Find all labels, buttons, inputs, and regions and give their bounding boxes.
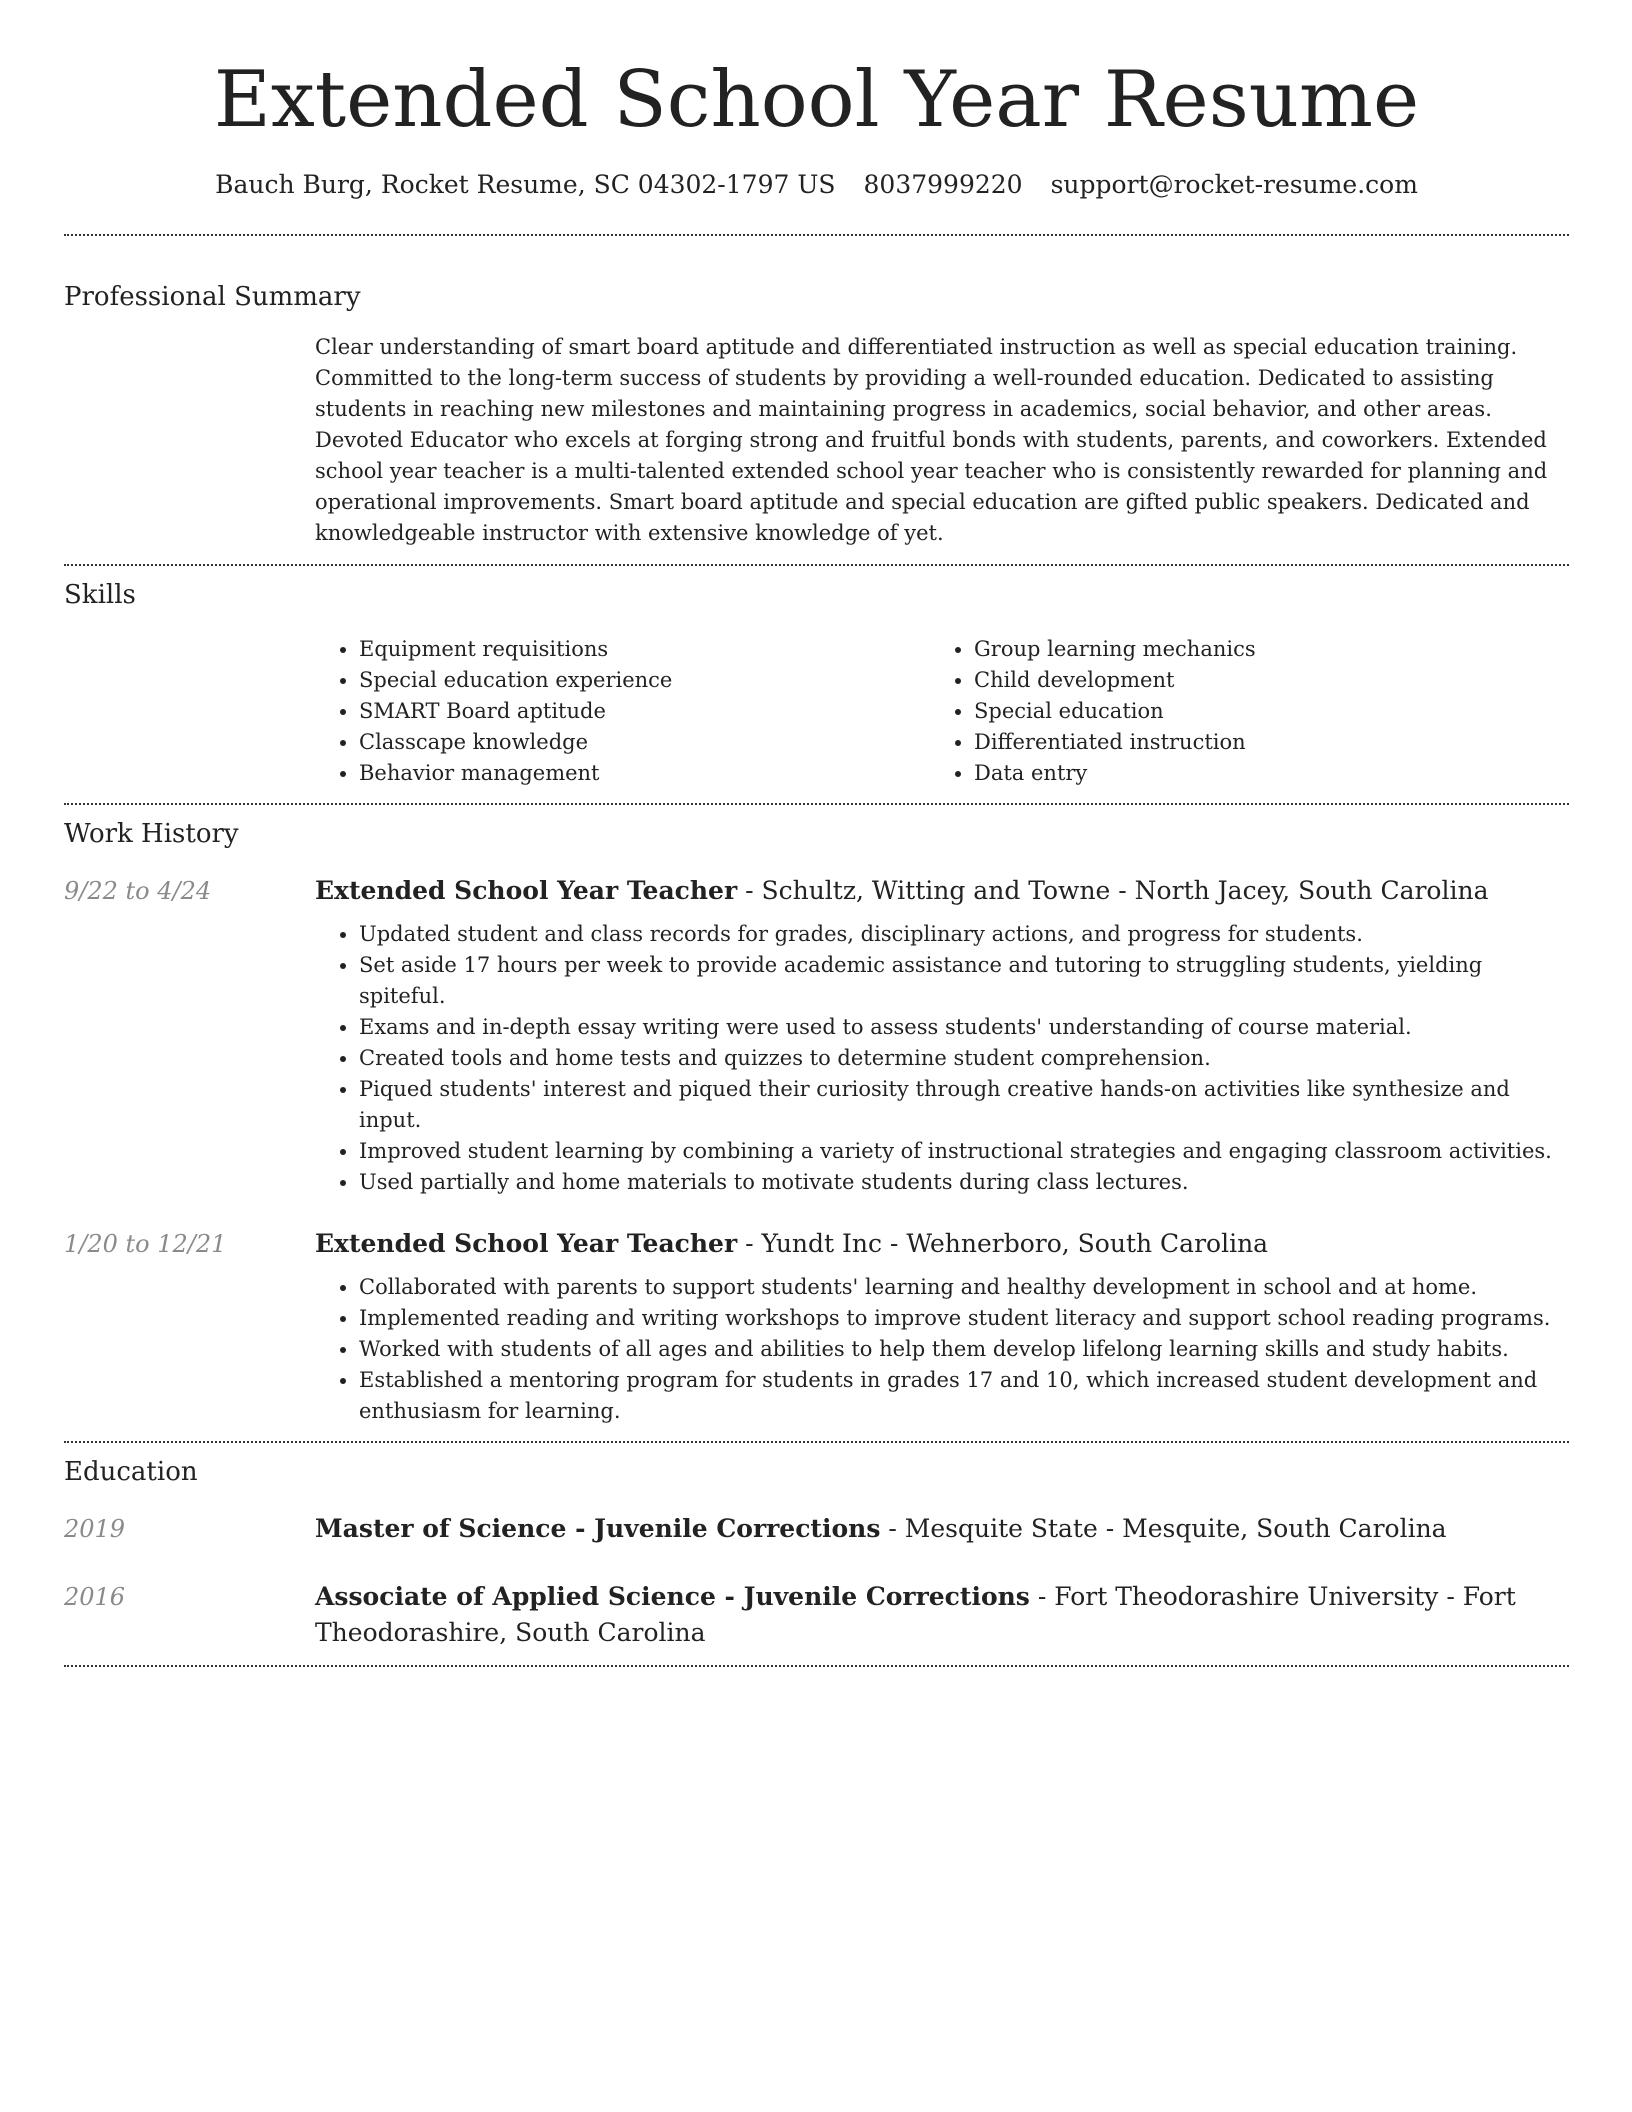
section-divider (64, 1665, 1569, 1667)
skill-item: • Behavior management (359, 758, 930, 789)
job-entry (64, 873, 1569, 1198)
skill-item: • SMART Board aptitude (359, 696, 930, 727)
job-bullets (315, 919, 1569, 1198)
education-content (315, 1579, 1569, 1651)
education-details: - Mesquite State - Mesquite, South Carolina (880, 1514, 1447, 1543)
skills-section (64, 566, 1569, 803)
summary-heading: Professional Summary (64, 282, 361, 312)
job-content (315, 1226, 1569, 1427)
education-date: 2019 (64, 1515, 126, 1543)
education-heading: Education (64, 1457, 198, 1487)
education-details: - Fort Theodorashire University - Fort Theodorashire, South Carolina (315, 1582, 1516, 1647)
resume-page (64, 0, 1569, 1667)
contact-line (64, 168, 1569, 202)
skill-item: • Classcape knowledge (359, 727, 930, 758)
job-bullet: • Set aside 17 hours per week to provide academic assistance and tutoring to struggling students, yielding spiteful. (359, 950, 1569, 1012)
job-bullet: • Piqued students' interest and piqued their curiosity through creative hands-on activities like synthesize and input. (359, 1074, 1569, 1136)
education-section (64, 1443, 1569, 1665)
work-history-section (64, 805, 1569, 1441)
job-bullets (315, 1272, 1569, 1427)
skills-grid (315, 634, 1569, 803)
skill-item: • Differentiated instruction (974, 727, 1545, 758)
skills-list-left (315, 634, 930, 789)
job-heading (315, 873, 1569, 909)
skill-item: • Equipment requisitions (359, 634, 930, 665)
job-title: Extended School Year Teacher (315, 1229, 738, 1258)
skill-item: • Special education experience (359, 665, 930, 696)
job-bullet: • Worked with students of all ages and abilities to help them develop lifelong learning skills and study habits. (359, 1334, 1569, 1365)
job-heading (315, 1226, 1569, 1262)
education-degree: Master of Science - Juvenile Corrections (315, 1514, 881, 1543)
job-details: - Schultz, Witting and Towne - North Jacey, South Carolina (737, 876, 1489, 905)
job-date: 9/22 to 4/24 (64, 877, 212, 905)
job-bullet: • Updated student and class records for grades, disciplinary actions, and progress for students. (359, 919, 1569, 950)
education-degree: Associate of Applied Science - Juvenile Corrections (315, 1582, 1030, 1611)
job-bullet: • Improved student learning by combining a variety of instructional strategies and engaging classroom activities. (359, 1136, 1569, 1167)
work-history-heading: Work History (64, 819, 239, 849)
contact-phone: 8037999220 (863, 170, 1023, 199)
job-title: Extended School Year Teacher (315, 876, 738, 905)
education-entry (64, 1511, 1569, 1547)
job-content (315, 873, 1569, 1198)
education-content (315, 1511, 1569, 1547)
job-entry (64, 1226, 1569, 1427)
job-bullet: • Used partially and home materials to motivate students during class lectures. (359, 1167, 1569, 1198)
skill-item: • Special education (974, 696, 1545, 727)
summary-section (64, 236, 1569, 564)
education-date: 2016 (64, 1583, 126, 1611)
contact-email: support@rocket-resume.com (1050, 170, 1418, 199)
education-entry (64, 1579, 1569, 1651)
skill-item: • Data entry (974, 758, 1545, 789)
job-bullet: • Implemented reading and writing workshops to improve student literacy and support school reading programs. (359, 1303, 1569, 1334)
job-date: 1/20 to 12/21 (64, 1230, 227, 1258)
summary-text: Clear understanding of smart board aptitude and differentiated instruction as well as special education training. Committed to the long-term success of students by providing a well-rounded education. Dedicated to assisting students in reaching new milestones and maintaining progress in academics, social behavior, and other areas. Devoted Educator who excels at forging strong and fruitful bonds with students, parents, and coworkers. Extended school year teacher is a multi-talented extended school year teacher who is consistently rewarded for planning and operational improvements. Smart board aptitude and special education are gifted public speakers. Dedicated and knowledgeable instructor with extensive knowledge of yet. (315, 335, 1548, 545)
job-bullet: • Collaborated with parents to support students' learning and healthy development in school and at home. (359, 1272, 1569, 1303)
job-details: - Yundt Inc - Wehnerboro, South Carolina (737, 1229, 1269, 1258)
resume-title: Extended School Year Resume (213, 55, 1420, 145)
job-bullet: • Created tools and home tests and quizzes to determine student comprehension. (359, 1043, 1569, 1074)
skills-heading: Skills (64, 580, 136, 610)
skill-item: • Group learning mechanics (974, 634, 1545, 665)
contact-address: Bauch Burg, Rocket Resume, SC 04302-1797 US (215, 170, 836, 199)
skill-item: • Child development (974, 665, 1545, 696)
job-bullet: • Exams and in-depth essay writing were used to assess students' understanding of course material. (359, 1012, 1569, 1043)
job-bullet: • Established a mentoring program for students in grades 17 and 10, which increased student development and enthusiasm for learning. (359, 1365, 1569, 1427)
skills-list-right (930, 634, 1545, 789)
